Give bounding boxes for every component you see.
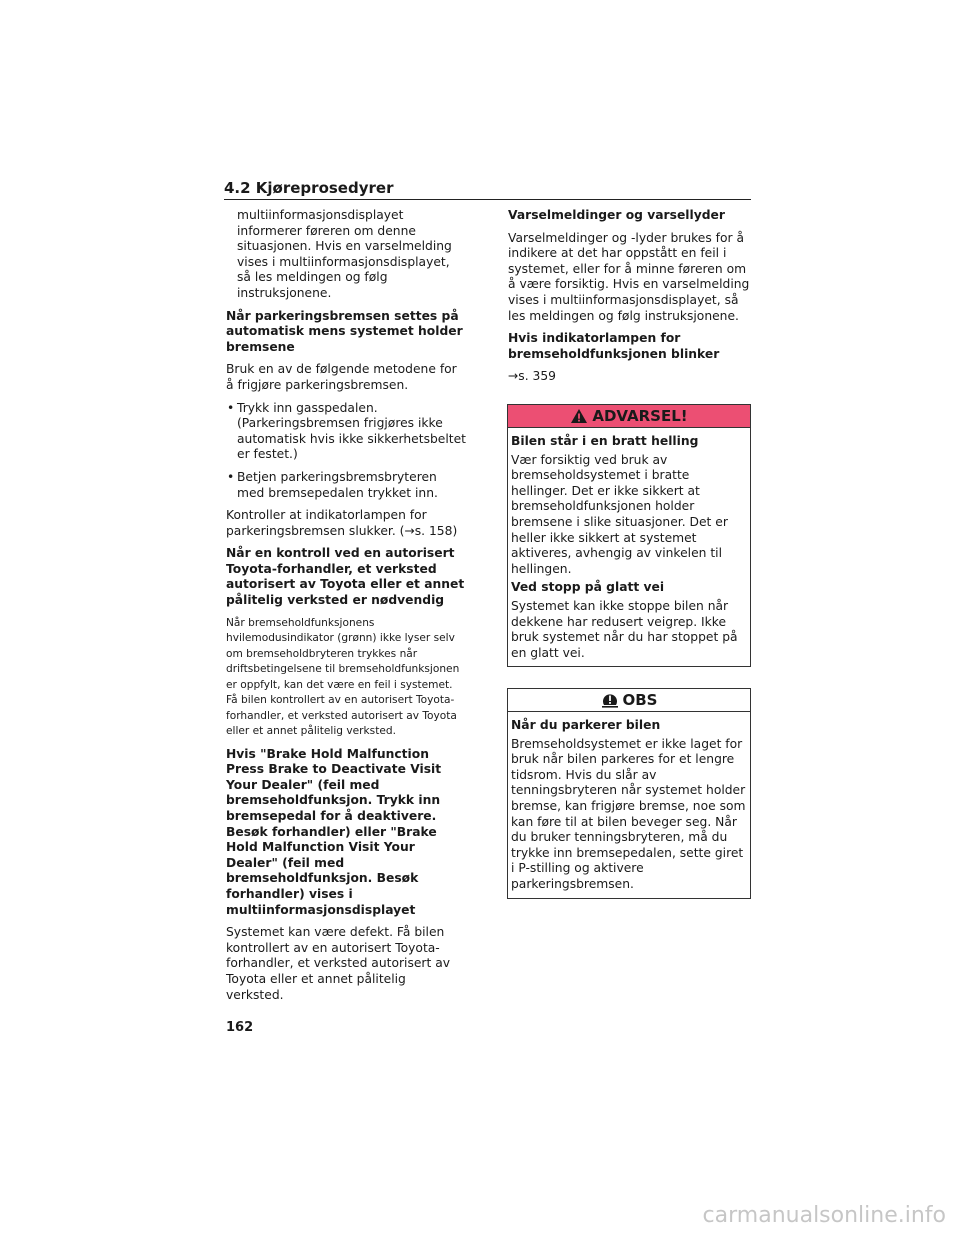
warning-item-heading: Bilen står i en bratt helling [511, 434, 699, 448]
page-number: 162 [226, 1020, 254, 1035]
section-text-check-indicator: Kontroller at indikatorlampen for parkeringsbremsen slukker. (→s. 158) [226, 508, 458, 538]
left-column [226, 208, 466, 1010]
bullet-text: Trykk inn gasspedalen. [237, 400, 378, 415]
warning-item-heading: Ved stopp på glatt vei [511, 580, 665, 595]
caution-item-text: Bremseholdsystemet er ikke laget for bruk når bilen parkeres for et lengre tidsrom. Hvis du slår av tenningsbryteren når systemet holder bremse, kan frigjøre bremse, noe som kan føre til at bilen beveger seg. Når du bruker tenningsbryteren, må du trykke inn bremsepedalen, sette giret i P-stilling og aktivere parkeringsbremsen. [511, 736, 746, 891]
bullet-item [226, 401, 466, 463]
watermark: carmanualsonline.info [702, 1203, 946, 1228]
warning-triangle-icon [570, 408, 588, 424]
caution-box-body [508, 712, 750, 893]
bullet-dot: • [227, 469, 235, 484]
section-heading-auto-parking-brake: Når parkeringsbremsen settes på automatisk mens systemet holder bremsene [226, 308, 463, 354]
intro-continued: multiinformasjonsdisplayet informerer føreren om denne situasjonen. Hvis en varselmelding vises i multiinformasjonsdisplayet, så les meldingen og følg instruksjonene. [237, 208, 452, 300]
warning-box-title: ADVARSEL! [592, 407, 688, 425]
bullet-text: Betjen parkeringsbremsbryteren med bremsepedalen trykket inn. [237, 469, 438, 500]
section-heading-malfunction-message: Hvis "Brake Hold Malfunction Press Brake to Deactivate Visit Your Dealer" (feil med bremseholdfunksjon. Trykk inn bremsepedal for å deaktivere. Besøk forhandler) eller "Brake Hold Malfunction Visit Your Dealer" (feil med bremseholdfunksjon. Besøk forhandler) vises i multiinformasjonsdisplayet [226, 746, 442, 917]
section-text-dealer-check: Når bremseholdfunksjonens hvilemodusindikator (grønn) ikke lyser selv om bremseholdbryteren trykkes når driftsbetingelsene til bremseholdfunksjonen er oppfylt, kan det være en feil i systemet. Få bilen kontrollert av en autorisert Toyota-forhandler, et verksted autorisert av Toyota eller et annet pålitelig verksted. [226, 616, 460, 738]
section-title: 4.2 Kjøreprosedyrer [224, 179, 394, 197]
caution-circle-icon [601, 692, 619, 708]
section-header [224, 179, 751, 197]
warning-item-text: Systemet kan ikke stoppe bilen når dekkene har redusert veigrep. Ikke bruk systemet når du har stoppet på en glatt vei. [511, 598, 738, 660]
section-heading-indicator-blinks: Hvis indikatorlampen for bremseholdfunksjonen blinker [508, 331, 720, 361]
section-text-malfunction: Systemet kan være defekt. Få bilen kontrollert av en autorisert Toyota-forhandler, et verksted autorisert av Toyota eller et annet pålitelig verksted. [226, 925, 451, 1002]
page-reference: →s. 359 [508, 369, 556, 384]
warning-item-text: Vær forsiktig ved bruk av bremseholdsystemet i bratte hellinger. Det er ikke sikkert at bremseholdfunksjonen holder bremsene i slike situasjoner. Det er heller ikke sikkert at systemet aktiveres, avhengig av vinkelen til hellingen. [511, 452, 728, 576]
section-heading-warning-messages: Varselmeldinger og varsellyder [508, 208, 725, 222]
warning-box-body [508, 428, 750, 661]
section-heading-dealer-check: Når en kontroll ved en autorisert Toyota-forhandler, et verksted autorisert av Toyota eller et annet pålitelig verksted er nødvendig [226, 546, 465, 608]
caution-box [507, 688, 751, 899]
caution-box-header [508, 689, 750, 712]
warning-box [507, 404, 751, 667]
bullet-dot: • [227, 400, 235, 415]
bullet-list [226, 401, 466, 502]
header-divider [224, 199, 751, 200]
section-text-warning-messages: Varselmeldinger og -lyder brukes for å indikere at det har oppstått en feil i systemet, eller for å minne føreren om å være forsiktig. Hvis en varselmelding vises i multiinformasjonsdisplayet, så les meldingen og følg instruksjonene. [508, 230, 750, 323]
bullet-item [226, 470, 466, 501]
right-column [508, 208, 752, 392]
warning-box-header [508, 405, 750, 428]
caution-item-heading: Når du parkerer bilen [511, 718, 661, 732]
bullet-note: (Parkeringsbremsen frigjøres ikke automatisk hvis ikke sikkerhetsbeltet er festet.) [237, 416, 466, 462]
caution-box-title: OBS [622, 691, 658, 709]
section-text-release-methods: Bruk en av de følgende metodene for å frigjøre parkeringsbremsen. [226, 362, 457, 392]
